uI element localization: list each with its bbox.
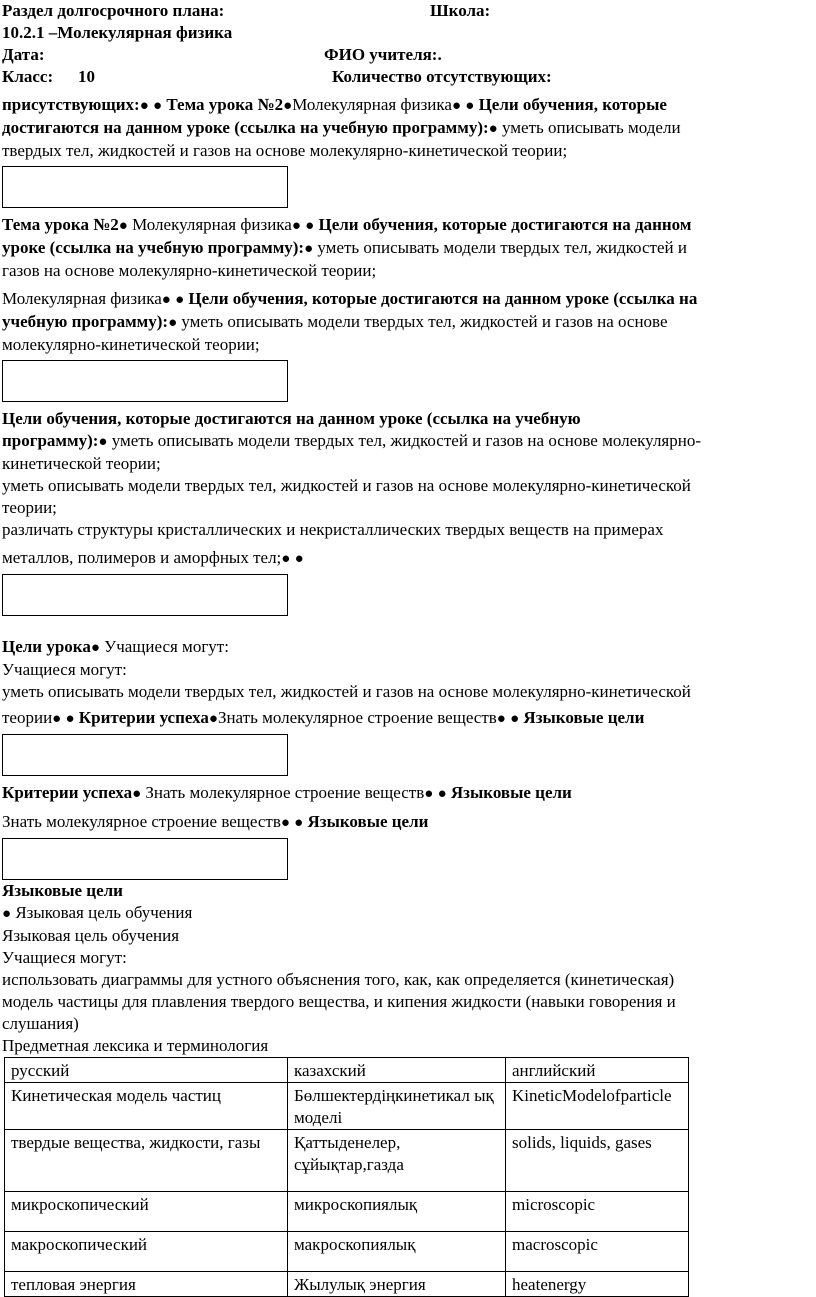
table-header: казахский <box>288 1058 506 1083</box>
bullet-icon: ● <box>488 121 498 137</box>
use-text-end: слушания) <box>2 1014 79 1033</box>
bullet-icon: ● <box>294 815 304 831</box>
table-row <box>5 1232 689 1272</box>
header-row-4 <box>2 66 814 88</box>
bullet-icon: ● <box>168 315 178 331</box>
bullet-icon: ● <box>52 711 62 727</box>
language-goals-label: Языковые цели <box>523 708 645 727</box>
teacher-label: ФИО учителя:. <box>324 45 442 64</box>
bullet-icon: ● <box>294 551 304 567</box>
bullet-icon: ● <box>280 815 290 831</box>
bullet-icon: ● <box>424 786 434 802</box>
goal-text: уметь описывать модели <box>501 118 681 137</box>
table-cell: Бөлшектердіңкинетикал ықмоделі <box>288 1083 506 1130</box>
goals-label-cont: учебную программу): <box>2 312 169 331</box>
vocabulary-table <box>4 1057 689 1297</box>
paragraph-7 <box>2 880 802 1057</box>
table-cell: микроскопический <box>5 1192 288 1232</box>
vocab-label: Предметная лексика и терминология <box>2 1036 269 1055</box>
bullet-icon: ● <box>118 218 128 234</box>
table-header-row <box>5 1058 689 1083</box>
table-cell: тепловая энергия <box>5 1272 288 1297</box>
criteria-label: Критерии успеха <box>2 783 133 802</box>
table-cell: KineticModelofparticle <box>506 1083 689 1130</box>
bullet-icon: ● <box>175 292 185 308</box>
lesson-goals-label: Цели урока <box>2 637 91 656</box>
paragraph-5 <box>2 636 802 730</box>
goal-text: уметь описывать модели твердых тел, жидкостей и газов на основе <box>181 312 668 331</box>
topic: Молекулярная физика <box>2 289 162 308</box>
students-can-2: Учащиеся могут: <box>2 660 127 679</box>
empty-box <box>2 838 288 880</box>
header-row-3 <box>2 44 814 66</box>
present-label: присутствующих: <box>2 95 140 114</box>
goals-label: Цели обучения, которые достигаются на данном уроке (ссылка на учебную <box>2 409 581 428</box>
goal-3: различать структуры кристаллических и некристаллических твердых веществ на примерах <box>2 520 664 539</box>
bullet-icon: ● <box>98 434 108 450</box>
goal-text: уметь описывать модели твердых тел, жидкостей и <box>317 238 687 257</box>
empty-box <box>2 166 288 208</box>
bullet-icon: ● <box>208 711 218 727</box>
criteria-text: Знать молекулярное строение веществ <box>145 783 425 802</box>
paragraph-1 <box>2 94 802 162</box>
bullet-icon: ● <box>451 98 462 114</box>
table-cell: микроскопиялық <box>288 1192 506 1232</box>
paragraph-2 <box>2 214 802 282</box>
bullet-icon: ● <box>90 640 100 656</box>
bullet-icon: ● <box>437 786 447 802</box>
paragraph-6 <box>2 782 802 834</box>
criteria-label: Критерии успеха <box>78 708 209 727</box>
lesson-topic-label: Тема урока №2 <box>2 215 119 234</box>
goal-text-cont: кинетической теории; <box>2 454 161 473</box>
criteria-text-2: Знать молекулярное строение веществ <box>2 812 281 831</box>
empty-box <box>2 734 288 776</box>
language-goals-heading: Языковые цели <box>2 881 123 900</box>
table-row <box>5 1272 689 1297</box>
bullet-icon: ● <box>161 292 171 308</box>
bullet-icon: ● <box>305 218 315 234</box>
class-label: Класс: <box>2 67 54 86</box>
paragraph-3 <box>2 288 802 356</box>
table-header: русский <box>5 1058 288 1083</box>
goal-2-cont: теории; <box>2 498 57 517</box>
table-cell: Қаттыденелер, сұйықтар,газда <box>288 1130 506 1192</box>
bullet-icon: ● <box>65 711 75 727</box>
goals-label: Цели обучения, которые достигаются на данном <box>318 215 692 234</box>
language-goal: Языковая цель обучения <box>15 903 193 922</box>
criteria-text: Знать молекулярное строение веществ <box>217 708 497 727</box>
table-cell: макроскопический <box>5 1232 288 1272</box>
bullet-icon: ● <box>2 906 12 922</box>
use-text: использовать диаграммы для устного объяснения того, как, как определяется (кинетическая) <box>2 970 675 989</box>
bullet-icon: ● <box>132 786 142 802</box>
goals-label-cont: программу): <box>2 431 99 450</box>
goals-label: Цели обучения, которые <box>478 95 667 114</box>
goal-text-cont: молекулярно-кинетической теории; <box>2 335 260 354</box>
school-label: Школа: <box>430 1 491 20</box>
date-label: Дата: <box>2 45 45 64</box>
bullet-icon: ● <box>153 98 163 114</box>
table-cell: Кинетическая модель частиц <box>5 1083 288 1130</box>
bullet-icon: ● <box>281 551 291 567</box>
lesson-topic-label: Тема урока №2 <box>166 95 284 114</box>
language-goals-label: Языковые цели <box>450 783 572 802</box>
bullet-icon: ● <box>304 241 314 257</box>
table-row <box>5 1192 689 1232</box>
goals-label-cont: достигаются на данном уроке (ссылка на учебную программу): <box>2 118 489 137</box>
class-value: 10 <box>78 67 95 86</box>
bullet-icon: ● <box>465 98 475 114</box>
table-cell: твердые вещества, жидкости, газы <box>5 1130 288 1192</box>
language-goals-label-2: Языковые цели <box>307 812 429 831</box>
goal-text-cont: газов на основе молекулярно-кинетической теории; <box>2 261 377 280</box>
use-text-cont: модель частицы для плавления твердого вещества, и кипения жидкости (навыки говорения и <box>2 992 676 1011</box>
bullet-icon: ● <box>291 218 301 234</box>
bullet-icon: ● <box>496 711 506 727</box>
topic: Молекулярная физика <box>132 215 292 234</box>
language-goal-2: Языковая цель обучения <box>2 926 180 945</box>
empty-box <box>2 574 288 616</box>
goal-2: уметь описывать модели твердых тел, жидкостей и газов на основе молекулярно-кинетической <box>2 476 691 495</box>
table-cell: solids, liquids, gases <box>506 1130 689 1192</box>
section-value: 10.2.1 –Молекулярная физика <box>2 23 233 42</box>
absent-label: Количество отсутствующих: <box>332 67 552 86</box>
table-row <box>5 1130 689 1192</box>
goal-3-cont: металлов, полимеров и аморфных тел; <box>2 548 282 567</box>
goal-text-cont: теории <box>2 708 53 727</box>
students-can: Учащиеся могут: <box>104 637 229 656</box>
goal-text: уметь описывать модели твердых тел, жидкостей и газов на основе молекулярно- <box>111 431 701 450</box>
table-cell: heatenergy <box>506 1272 689 1297</box>
goals-label: Цели обучения, которые достигаются на данном уроке (ссылка на <box>188 289 698 308</box>
table-cell: microscopic <box>506 1192 689 1232</box>
section-label: Раздел долгосрочного плана: <box>2 1 225 20</box>
table-cell: Жылулық энергия <box>288 1272 506 1297</box>
bullet-icon: ● <box>139 98 149 114</box>
paragraph-4 <box>2 408 802 570</box>
table-row <box>5 1083 689 1130</box>
table-header: английский <box>506 1058 689 1083</box>
topic: Молекулярная физика <box>292 95 452 114</box>
table-cell: макроскопиялық <box>288 1232 506 1272</box>
table-cell: macroscopic <box>506 1232 689 1272</box>
header-row-1 <box>2 0 814 22</box>
goal-text: уметь описывать модели твердых тел, жидкостей и газов на основе молекулярно-кинетической <box>2 682 691 701</box>
students-can: Учащиеся могут: <box>2 948 127 967</box>
bullet-icon: ● <box>283 98 293 114</box>
bullet-icon: ● <box>510 711 520 727</box>
goal-text-cont: твердых тел, жидкостей и газов на основе молекулярно-кинетической теории; <box>2 141 568 160</box>
empty-box <box>2 360 288 402</box>
goals-label-cont: уроке (ссылка на учебную программу): <box>2 238 305 257</box>
